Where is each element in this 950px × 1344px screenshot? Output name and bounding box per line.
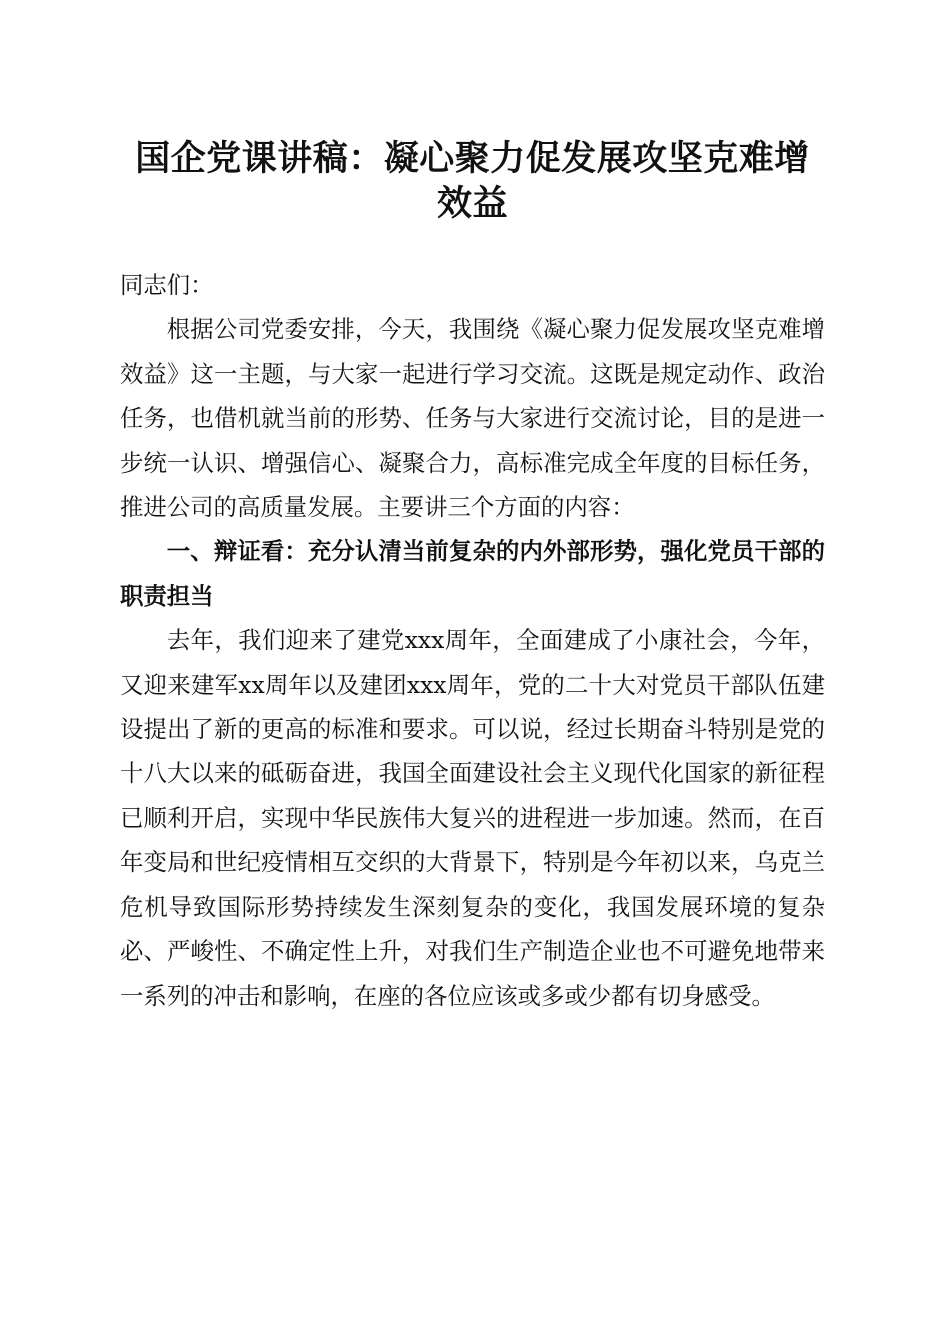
section-heading-1: 一、辩证看：充分认清当前复杂的内外部形势，强化党员干部的职责担当 [120, 537, 825, 610]
section-1-paragraph: 去年，我们迎来了建党xxx周年，全面建成了小康社会，今年，又迎来建军xx周年以及建团xxx周年，党的二十大对党员干部队伍建设提出了新的更高的标准和要求。可以说，经过长期奋斗特别是党的十八大以来的砥砺奋进，我国全面建设社会主义现代化国家的新征程已顺利开启，实现中华民族伟大复兴的进程进一步加速。然而，在百年变局和世纪疫情相互交织的大背景下，特别是今年初以来，乌克兰危机导致国际形势持续发生深刻复杂的变化，我国发展环境的复杂必、严峻性、不确定性上升，对我们生产制造企业也不可避免地带来一系列的冲击和影响，在座的各位应该或多或少都有切身感受。 [120, 626, 825, 1010]
intro-paragraph: 根据公司党委安排，今天，我围绕《凝心聚力促发展攻坚克难增效益》这一主题，与大家一起进行学习交流。这既是规定动作、政治任务，也借机就当前的形势、任务与大家进行交流讨论，目的是进一步统一认识、增强信心、凝聚合力，高标准完成全年度的目标任务，推进公司的高质量发展。主要讲三个方面的内容： [120, 315, 825, 522]
document-title: 国企党课讲稿：凝心聚力促发展攻坚克难增效益 [135, 138, 810, 224]
greeting: 同志们： [120, 271, 214, 299]
document-page [120, 0, 825, 1344]
document-body [120, 263, 825, 1018]
